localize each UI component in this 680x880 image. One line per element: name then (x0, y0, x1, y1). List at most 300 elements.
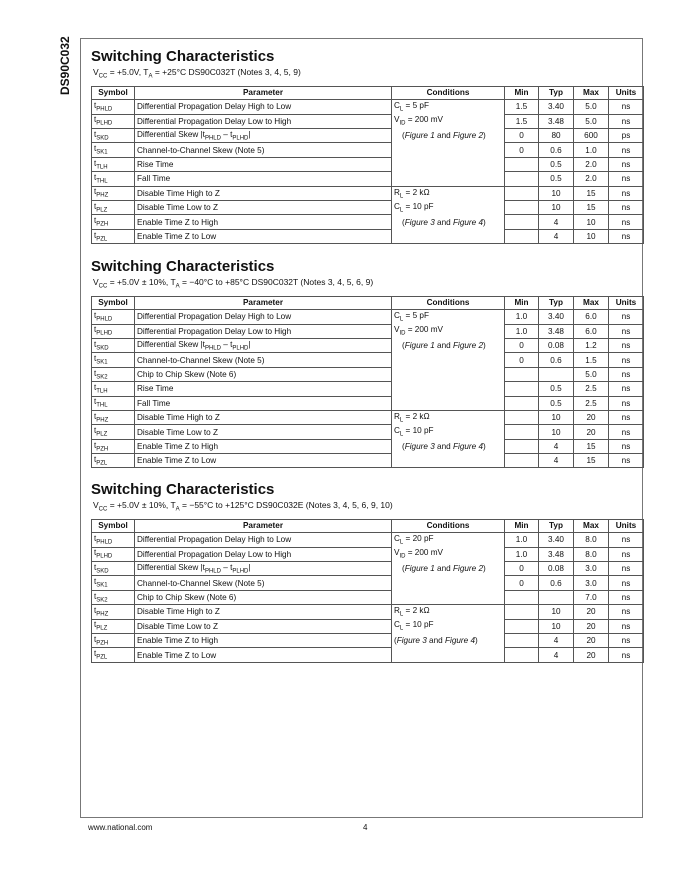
min-cell (505, 157, 539, 171)
conditions-cell (392, 619, 505, 633)
cond-sub: L (399, 193, 404, 200)
symbol-cell (92, 353, 135, 367)
typ-cell: 0.6 (539, 576, 574, 590)
parameter-text: Rise Time (137, 159, 174, 169)
conditions-cell (392, 382, 505, 396)
symbol-subscript: SK1 (96, 582, 108, 589)
parameter-cell (135, 200, 392, 214)
symbol-base: t (94, 354, 97, 364)
figure-ref: Figure 2 (453, 564, 484, 574)
symbol-subscript: SKD (96, 568, 109, 575)
parameter-text: Channel-to-Channel Skew (Note 5) (137, 355, 265, 365)
and-text: and (434, 131, 453, 141)
symbol-subscript: PHZ (96, 611, 109, 618)
typ-cell (539, 590, 574, 604)
symbol-cell (92, 425, 135, 439)
max-cell: 7.0 (574, 590, 609, 604)
parameter-text: Differential Propagation Delay High to Low (137, 312, 292, 322)
column-header: Max (574, 519, 609, 533)
cond-sub: L (399, 106, 404, 113)
parameter-text: Differential Propagation Delay Low to High (137, 116, 292, 126)
min-cell: 0 (505, 576, 539, 590)
max-cell: 6.0 (574, 324, 609, 338)
conditions-cell (392, 425, 505, 439)
min-cell (505, 633, 539, 647)
typ-cell: 4 (539, 648, 574, 662)
symbol-subscript: PLZ (96, 207, 108, 214)
table-row (92, 648, 644, 662)
symbol-cell (92, 396, 135, 410)
cond-sub: L (399, 207, 404, 214)
symbol-base: t (94, 325, 97, 335)
symbol-subscript: SKD (96, 345, 109, 352)
symbol-base: t (94, 620, 97, 630)
typ-cell: 10 (539, 200, 574, 214)
cond-sub: L (399, 539, 404, 546)
paren-close: ) (483, 341, 486, 351)
conditions-cell (392, 605, 505, 619)
figure-ref: Figure 3 (404, 441, 435, 451)
table-row (92, 561, 644, 575)
symbol-base: t (94, 383, 97, 393)
min-cell (505, 396, 539, 410)
typ-cell: 4 (539, 439, 574, 453)
column-header: Typ (539, 86, 574, 100)
header-row (92, 519, 644, 533)
min-cell (505, 605, 539, 619)
conditions-cell (392, 338, 505, 352)
symbol-subscript: SKD (96, 135, 109, 142)
table-row (92, 367, 644, 381)
param-sub: PHLD (204, 345, 221, 352)
min-cell: 0 (505, 353, 539, 367)
conditions-cell (392, 215, 505, 229)
figure-ref: Figure 4 (453, 441, 484, 451)
symbol-base: t (94, 606, 97, 616)
max-cell: 5.0 (574, 367, 609, 381)
symbol-base: t (94, 173, 97, 183)
cond-val: = 2 kΩ (403, 606, 430, 616)
min-cell (505, 215, 539, 229)
section-conditions (93, 67, 643, 83)
table-row (92, 410, 644, 424)
u-cell: ns (609, 633, 644, 647)
u-cell: ns (609, 114, 644, 128)
table-row (92, 200, 644, 214)
conditions-cell (392, 439, 505, 453)
parameter-text: Channel-to-Channel Skew (Note 5) (137, 145, 265, 155)
parameter-cell (135, 410, 392, 424)
symbol-subscript: PLHD (96, 554, 113, 561)
parameter-text: Enable Time Z to High (137, 636, 219, 646)
symbol-subscript: PLHD (96, 121, 113, 128)
min-cell (505, 439, 539, 453)
parameter-text: Disable Time High to Z (137, 607, 220, 617)
symbol-cell (92, 410, 135, 424)
min-cell (505, 425, 539, 439)
figure-ref: Figure 2 (453, 131, 484, 141)
parameter-cell (135, 128, 392, 142)
param-end: | (248, 562, 251, 572)
symbol-cell (92, 648, 135, 662)
u-cell: ns (609, 425, 644, 439)
u-cell: ns (609, 396, 644, 410)
column-header: Max (574, 86, 609, 100)
min-cell: 1.0 (505, 310, 539, 324)
parameter-cell (135, 338, 392, 352)
parameter-cell (135, 215, 392, 229)
symbol-cell (92, 186, 135, 200)
symbol-base: t (94, 144, 97, 154)
min-cell: 1.5 (505, 114, 539, 128)
symbol-subscript: PZL (96, 654, 108, 661)
parameter-cell (135, 324, 392, 338)
u-cell: ns (609, 454, 644, 468)
cond-part: = +5.0V ± 10%, T (107, 277, 176, 287)
parameter-text: Differential Skew |t (137, 562, 205, 572)
column-header: Max (574, 296, 609, 310)
header-row (92, 86, 644, 100)
symbol-cell (92, 633, 135, 647)
cond-sub: L (399, 316, 404, 323)
typ-cell: 3.40 (539, 533, 574, 547)
typ-cell: 0.5 (539, 396, 574, 410)
max-cell: 1.5 (574, 353, 609, 367)
footer-website: www.national.com (88, 823, 153, 832)
min-cell (505, 229, 539, 243)
parameter-text: Differential Propagation Delay High to Low (137, 535, 292, 545)
max-cell: 2.0 (574, 157, 609, 171)
max-cell: 15 (574, 439, 609, 453)
max-cell: 5.0 (574, 100, 609, 114)
parameter-cell (135, 143, 392, 157)
max-cell: 1.2 (574, 338, 609, 352)
u-cell: ns (609, 439, 644, 453)
typ-cell: 0.5 (539, 157, 574, 171)
symbol-subscript: PZL (96, 460, 108, 467)
symbol-subscript: PHLD (96, 316, 113, 323)
symbol-subscript: PLHD (96, 331, 113, 338)
typ-cell: 10 (539, 410, 574, 424)
cond-part: = −55°C to +125°C DS90C032E (Notes 3, 4, 5, 6, 9, 10) (179, 500, 393, 510)
parameter-cell (135, 425, 392, 439)
parameter-text: Differential Propagation Delay High to Low (137, 102, 292, 112)
cond-sym: R (394, 606, 400, 616)
parameter-cell (135, 533, 392, 547)
typ-cell: 4 (539, 633, 574, 647)
min-cell (505, 619, 539, 633)
parameter-cell (135, 439, 392, 453)
cond-sym: C (394, 201, 400, 211)
max-cell: 15 (574, 454, 609, 468)
column-header: Parameter (135, 519, 392, 533)
parameter-cell (135, 114, 392, 128)
u-cell: ns (609, 200, 644, 214)
cond-part: = +25°C DS90C032T (Notes 3, 4, 5, 9) (152, 67, 301, 77)
conditions-cell (392, 172, 505, 186)
typ-cell: 3.40 (539, 310, 574, 324)
conditions-cell (392, 353, 505, 367)
symbol-subscript: PHZ (96, 417, 109, 424)
cond-sym: V (394, 115, 400, 125)
column-header: Min (505, 519, 539, 533)
symbol-cell (92, 157, 135, 171)
parameter-cell (135, 454, 392, 468)
symbol-base: t (94, 562, 97, 572)
column-header: Symbol (92, 296, 135, 310)
u-cell: ns (609, 590, 644, 604)
cond-part: CC (98, 506, 108, 513)
parameter-text: Fall Time (137, 398, 171, 408)
paren-close: ) (483, 564, 486, 574)
parameter-cell (135, 605, 392, 619)
figure-ref: Figure 4 (445, 636, 476, 646)
symbol-cell (92, 324, 135, 338)
max-cell: 20 (574, 410, 609, 424)
typ-cell: 3.48 (539, 547, 574, 561)
u-cell: ns (609, 367, 644, 381)
symbol-cell (92, 114, 135, 128)
and-text: and (434, 441, 453, 451)
param-mid: – t (220, 562, 233, 572)
typ-cell: 10 (539, 186, 574, 200)
paren-open: ( (402, 441, 405, 451)
symbol-base: t (94, 187, 97, 197)
typ-cell: 3.48 (539, 324, 574, 338)
switching-table (91, 519, 644, 663)
min-cell (505, 382, 539, 396)
part-number-side-label: DS90C032 (58, 36, 72, 95)
parameter-cell (135, 157, 392, 171)
parameter-text: Disable Time High to Z (137, 188, 220, 198)
param-end: | (248, 129, 251, 139)
paren-open: ( (402, 341, 405, 351)
typ-cell (539, 367, 574, 381)
cond-part: CC (98, 73, 108, 80)
conditions-cell (392, 648, 505, 662)
symbol-cell (92, 619, 135, 633)
symbol-cell (92, 172, 135, 186)
parameter-text: Enable Time Z to Low (137, 650, 217, 660)
conditions-cell (392, 561, 505, 575)
cond-val: = 10 pF (403, 620, 434, 630)
u-cell: ns (609, 143, 644, 157)
table-row (92, 229, 644, 243)
cond-part: = +5.0V ± 10%, T (107, 500, 176, 510)
min-cell: 1.0 (505, 547, 539, 561)
u-cell: ns (609, 382, 644, 396)
and-text: and (426, 636, 445, 646)
typ-cell: 4 (539, 215, 574, 229)
column-header: Parameter (135, 296, 392, 310)
table-row (92, 353, 644, 367)
section-t-55-125c (91, 481, 643, 663)
conditions-cell (392, 229, 505, 243)
table-row (92, 114, 644, 128)
section-conditions (93, 500, 643, 516)
parameter-cell (135, 576, 392, 590)
table-row (92, 454, 644, 468)
min-cell (505, 454, 539, 468)
min-cell: 1.5 (505, 100, 539, 114)
cond-val: = 5 pF (403, 101, 429, 111)
table-row (92, 547, 644, 561)
table-row (92, 396, 644, 410)
column-header: Units (609, 86, 644, 100)
parameter-text: Enable Time Z to Low (137, 456, 217, 466)
conditions-cell (392, 367, 505, 381)
u-cell: ns (609, 186, 644, 200)
parameter-cell (135, 172, 392, 186)
cond-val: = 10 pF (403, 426, 434, 436)
and-text: and (434, 217, 453, 227)
u-cell: ns (609, 215, 644, 229)
column-header: Symbol (92, 86, 135, 100)
parameter-cell (135, 186, 392, 200)
parameter-text: Disable Time Low to Z (137, 621, 218, 631)
symbol-base: t (94, 454, 97, 464)
table-row (92, 324, 644, 338)
symbol-subscript: THL (96, 403, 108, 410)
symbol-cell (92, 547, 135, 561)
max-cell: 600 (574, 128, 609, 142)
conditions-cell (392, 547, 505, 561)
conditions-cell (392, 410, 505, 424)
parameter-text: Differential Propagation Delay Low to High (137, 326, 292, 336)
conditions-cell (392, 454, 505, 468)
max-cell: 20 (574, 619, 609, 633)
u-cell: ns (609, 561, 644, 575)
typ-cell: 3.48 (539, 114, 574, 128)
cond-part: V (93, 500, 99, 510)
typ-cell: 0.6 (539, 143, 574, 157)
parameter-text: Enable Time Z to Low (137, 231, 217, 241)
symbol-subscript: THL (96, 178, 108, 185)
conditions-cell (392, 100, 505, 114)
cond-sym: R (394, 187, 400, 197)
parameter-cell (135, 633, 392, 647)
table-row (92, 633, 644, 647)
max-cell: 20 (574, 425, 609, 439)
parameter-cell (135, 561, 392, 575)
figure-ref: Figure 1 (404, 341, 435, 351)
symbol-subscript: SK2 (96, 374, 108, 381)
param-sub: PHLD (204, 568, 221, 575)
table-row (92, 605, 644, 619)
symbol-cell (92, 533, 135, 547)
symbol-subscript: PHZ (96, 193, 109, 200)
paren-close: ) (483, 217, 486, 227)
column-header: Conditions (392, 86, 505, 100)
min-cell (505, 367, 539, 381)
table-row (92, 533, 644, 547)
symbol-cell (92, 439, 135, 453)
symbol-subscript: PLZ (96, 431, 108, 438)
cond-part: V (93, 67, 99, 77)
parameter-text: Chip to Chip Skew (Note 6) (137, 592, 237, 602)
symbol-subscript: PLZ (96, 626, 108, 633)
max-cell: 15 (574, 186, 609, 200)
paren-close: ) (483, 441, 486, 451)
paren-close: ) (483, 131, 486, 141)
symbol-cell (92, 200, 135, 214)
max-cell: 2.5 (574, 396, 609, 410)
max-cell: 3.0 (574, 561, 609, 575)
cond-sub: L (399, 626, 404, 633)
symbol-base: t (94, 577, 97, 587)
parameter-cell (135, 367, 392, 381)
table-row (92, 157, 644, 171)
min-cell (505, 590, 539, 604)
switching-table (91, 86, 644, 244)
max-cell: 20 (574, 605, 609, 619)
figure-ref: Figure 3 (404, 217, 435, 227)
min-cell (505, 172, 539, 186)
parameter-text: Channel-to-Channel Skew (Note 5) (137, 578, 265, 588)
symbol-subscript: PZL (96, 236, 108, 243)
symbol-subscript: PZH (96, 446, 109, 453)
typ-cell: 0.08 (539, 561, 574, 575)
max-cell: 10 (574, 215, 609, 229)
table-row (92, 186, 644, 200)
symbol-cell (92, 215, 135, 229)
conditions-cell (392, 590, 505, 604)
symbol-subscript: SK1 (96, 359, 108, 366)
parameter-cell (135, 382, 392, 396)
cond-val: = 200 mV (405, 548, 444, 558)
typ-cell: 0.5 (539, 382, 574, 396)
max-cell: 3.0 (574, 576, 609, 590)
typ-cell: 4 (539, 229, 574, 243)
column-header: Typ (539, 519, 574, 533)
u-cell: ns (609, 410, 644, 424)
parameter-cell (135, 619, 392, 633)
symbol-base: t (94, 230, 97, 240)
symbol-cell (92, 454, 135, 468)
param-sub: PHLD (204, 135, 221, 142)
symbol-subscript: PHLD (96, 539, 113, 546)
param-sub: PLHD (232, 568, 249, 575)
param-mid: – t (220, 129, 233, 139)
table-row (92, 382, 644, 396)
max-cell: 8.0 (574, 533, 609, 547)
cond-sub: ID (399, 121, 406, 128)
conditions-cell (392, 143, 505, 157)
conditions-cell (392, 157, 505, 171)
parameter-text: Fall Time (137, 174, 171, 184)
u-cell: ns (609, 229, 644, 243)
u-cell: ps (609, 128, 644, 142)
parameter-text: Chip to Chip Skew (Note 6) (137, 369, 237, 379)
column-header: Units (609, 296, 644, 310)
parameter-cell (135, 648, 392, 662)
figure-ref: Figure 4 (453, 217, 484, 227)
symbol-cell (92, 605, 135, 619)
min-cell: 1.0 (505, 533, 539, 547)
section-title: Switching Characteristics (91, 258, 275, 275)
cond-val: = 2 kΩ (403, 412, 430, 422)
table-row (92, 128, 644, 142)
parameter-text: Disable Time Low to Z (137, 203, 218, 213)
u-cell: ns (609, 310, 644, 324)
cond-part: A (175, 283, 180, 290)
parameter-text: Differential Skew |t (137, 339, 205, 349)
param-sub: PLHD (232, 135, 249, 142)
paren-open: ( (402, 131, 405, 141)
section-title: Switching Characteristics (91, 481, 275, 498)
cond-sym: V (394, 548, 400, 558)
max-cell: 5.0 (574, 114, 609, 128)
